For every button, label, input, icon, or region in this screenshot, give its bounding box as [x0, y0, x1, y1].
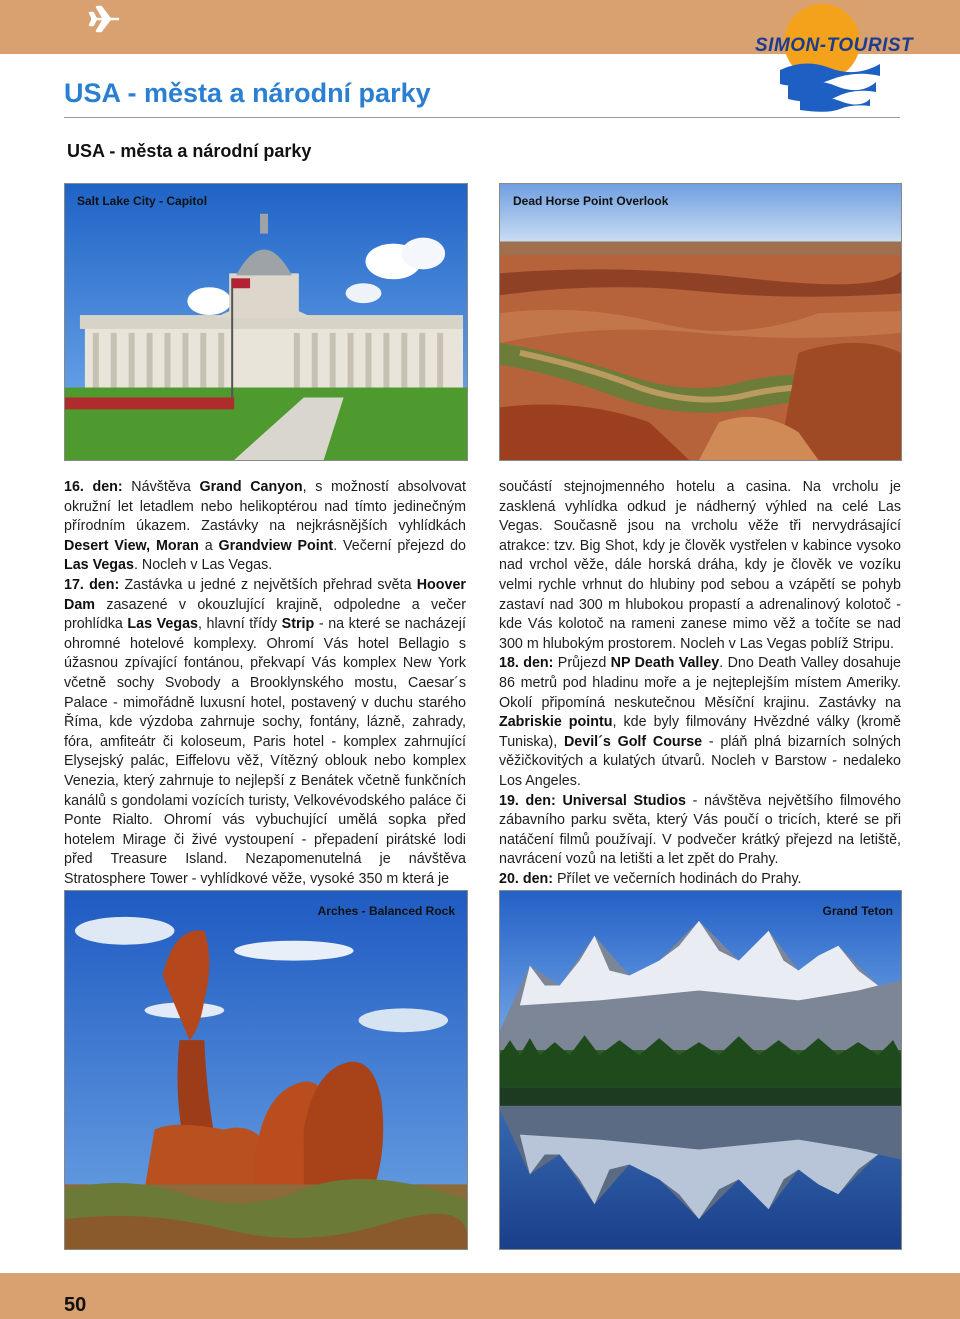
day-label: 20. den:	[499, 870, 554, 887]
photo-grand-teton	[499, 890, 902, 1250]
day-label: 17. den:	[64, 576, 120, 593]
title-divider	[64, 117, 900, 118]
photo-arches-balanced-rock	[64, 890, 468, 1250]
text-column-left	[64, 478, 466, 889]
page-number: 50	[64, 1294, 87, 1316]
photo-salt-lake-capitol	[64, 183, 468, 461]
paragraph-day-17: 17. den: Zastávka u jedné z největších přehrad světa Hoover Dam zasazené v okouzlující krajině, odpoledne a večer prohlídka Las Vegas, hlavní třídy Strip - na které se nacházejí ohromné hotelové komplexy. Ohromí Vás hotel Bellagio s úžasnou zpívající fontánou, překvapí Vás komplex New York včetně sochy Svobody a Brooklynského mostu, Caesar´s Palace - mimořádně luxusní hotel, postavený v duchu starého Říma, kde výzdoba zahrnuje sochy, fontány, lázně, zahrady, fóra, amfiteátr či koloseum, Paris hotel - komplex zahrnující Elysejský palác, Eiffelovu věž, Vítězný oblouk nebo komplex Venezia, který zahrnuje to nejlepší z Benátek včetně funkčních kanálů s gondolami vozících turisty, Velkovévodského paláce či Ponte Rialto. Ohromí vás vybuchující umělá sopka před hotelem Mirage či živé vystoupení - přepadení pirátské lodi před Treasure Island. Nezapomenutelná je návštěva Stratosphere Tower - vyhlídkové věže, vysoké 350 m která je	[64, 576, 466, 887]
footer-bar	[0, 1273, 960, 1319]
photo-caption: Arches - Balanced Rock	[317, 904, 455, 918]
brand-name: SIMON-TOURIST	[755, 35, 914, 56]
paragraph-day-16: 16. den: Návštěva Grand Canyon, s možností absolvovat okružní let letadlem nebo helikoptérou nad tímto jedinečným přírodním úkazem. Zastávky na nejkrásnějších vyhlídkách Desert View, Moran a Grandview Point. Večerní přejezd do Las Vegas. Nocleh v Las Vegas.	[64, 479, 466, 574]
photo-dead-horse-point	[499, 183, 902, 461]
paragraph-continued: součástí stejnojmenného hotelu a casina. Na vrcholu je zasklená vyhlídka odkud je nádherný výhled na celé Las Vegas. Současně jsou na vrcholu věže tři nervydrásající atrakce: tzv. Big Shot, kdy je člověk vystřelen v kabince vysoko nad vrchol věže, dále horská dráha, kdy je člověk ve vozíku velmi rychle vrhnut do hlubiny pod sebou a vzápětí se pohyb zastaví nad 300 m hlubokou propastí a adrenalinový kolotoč - kde Vás kolotoč na rameni zanese mimo věž a točíte se nad 300 m hlubokým prostorem. Nocleh v Las Vegas poblíž Stripu.	[499, 479, 901, 652]
day-label: 16. den:	[64, 479, 123, 495]
photo-caption: Grand Teton	[822, 904, 893, 918]
paragraph-day-18: 18. den: Průjezd NP Death Valley. Dno Death Valley dosahuje 86 metrů pod hladinu moře a je nejteplejším místem Ameriky. Okolí připomíná neskutečnou Měsíční krajinu. Zastávky na Zabriskie pointu, kde byly filmovány Hvězdné války (kromě Tuniska), Devil´s Golf Course - pláň plná bizarních solných věžičkovitých a kulatých útvarů. Nocleh v Barstow - nedaleko Los Angeles.	[499, 655, 901, 789]
text-column-right	[499, 478, 901, 889]
day-label: 18. den:	[499, 655, 554, 672]
day-label: 19. den:	[499, 792, 556, 809]
paragraph-day-20: 20. den: Přílet ve večerních hodinách do Prahy.	[499, 870, 802, 887]
airplane-icon	[88, 4, 122, 34]
paragraph-day-19: 19. den: Universal Studios - návštěva největšího filmového zábavního parku světa, který Vás poučí o tricích, které se při natáčení filmů používají. V podvečer krátký přejezd na letiště, navrácení vozů na letišti a let zpět do Prahy.	[499, 792, 902, 868]
page-subtitle: USA - města a národní parky	[67, 141, 312, 161]
page-title: USA - města a národní parky	[64, 78, 431, 108]
photo-caption: Salt Lake City - Capitol	[77, 194, 208, 208]
photo-caption: Dead Horse Point Overlook	[513, 194, 669, 208]
